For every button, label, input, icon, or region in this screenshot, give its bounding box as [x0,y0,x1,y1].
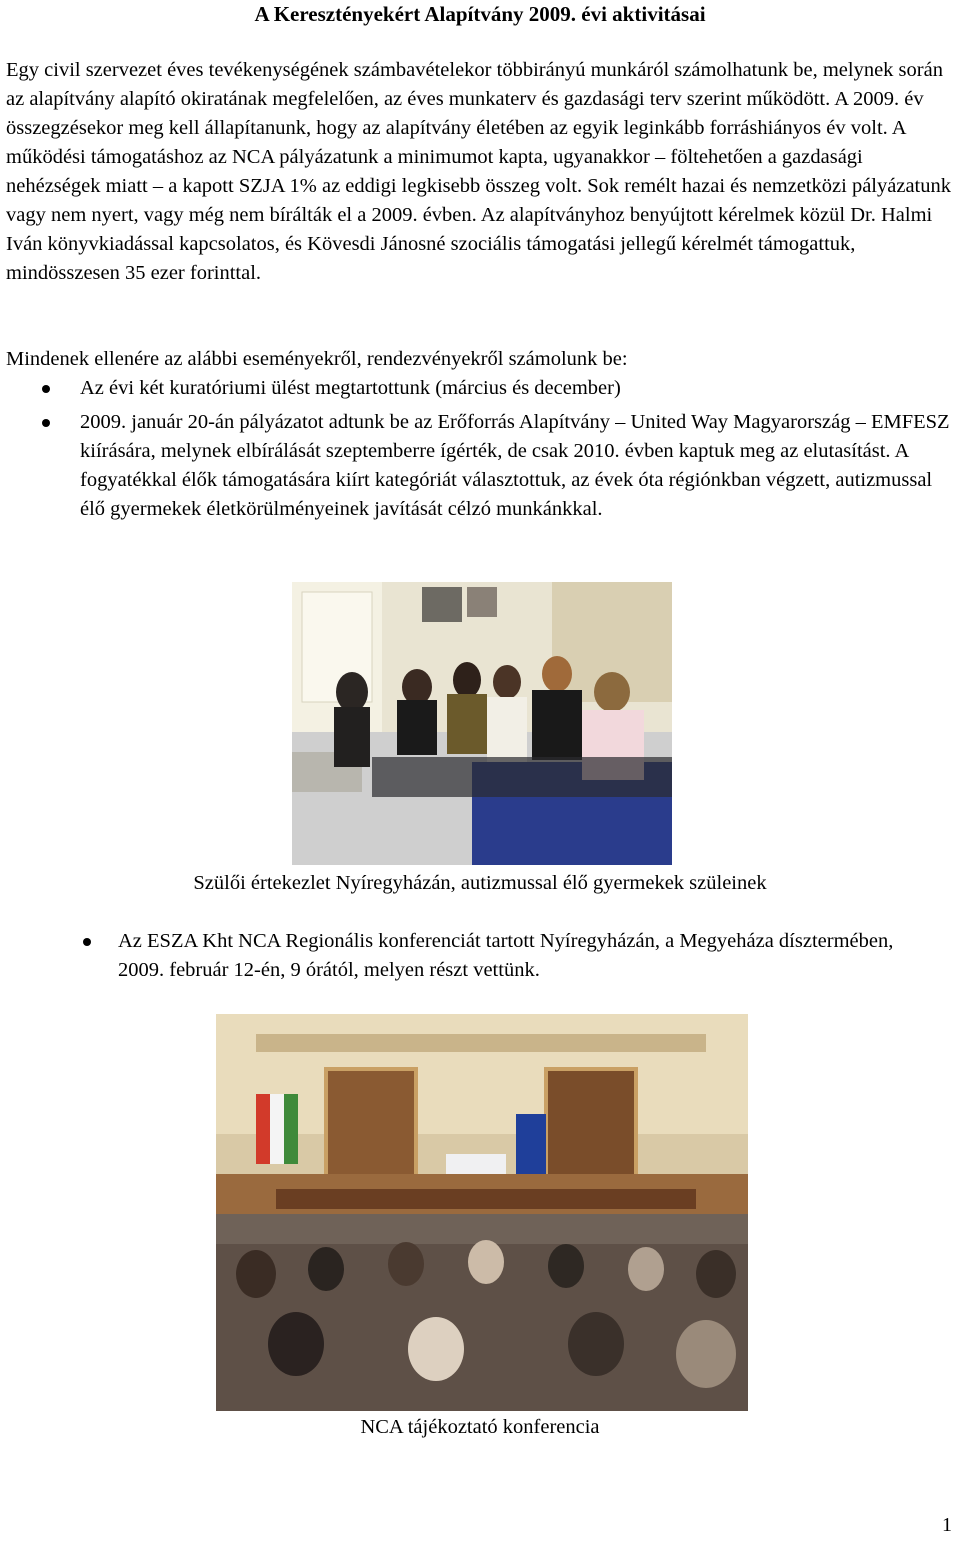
document-title: A Keresztényekért Alapítvány 2009. évi aktivitásai [254,2,706,26]
intro-paragraph: Egy civil szervezet éves tevékenységének számbavételekor többirányú munkáról számolhatunk be, melynek során az alapítvány alapító okiratának megfelelően, az éves munkaterv és gazdasági terv szerint működött. A 2009. év összegzésekor meg kell állapítanunk, hogy az alapítvány életében az egyik leginkább forráshiányos év volt. A működési támogatáshoz az NCA pályázatunk a minimumot kapta, ugyanakkor – föltehetően a gazdasági nehézségek miatt – a kapott SZJA 1% az eddigi legkisebb összeg volt. Sok remélt hazai és nemzetközi pályázatunk vagy nem nyert, vagy még nem bírálták el a 2009. évben. Az alapítványhoz benyújtott kérelmek közül Dr. Halmi Iván könyvkiadással kapcsolatos, és Kövesdi Jánosné szociális támogatási jellegű kérelmét támogattuk, mindösszesen 35 ezer forinttal. [6,59,951,284]
list-item-text: 2009. január 20-án pályázatot adtunk be az Erőforrás Alapítvány – United Way Magyarország – EMFESZ kiírására, melynek elbírálását szeptemberre ígérték, de csak 2010. évben kaptuk meg az elutasítást. A fogyatékkal élők támogatására kiírt kategóriát választottuk, az évek óta régiónkban végzett, autizmussal élő gyermekek életkörülményeinek javítását célzó munkánkkal. [80,411,950,520]
photo1-caption: Szülői értekezlet Nyíregyházán, autizmussal élő gyermekek szüleinek [193,872,767,894]
parent-meeting-photo [292,582,672,865]
list-item-text: Az ESZA Kht NCA Regionális konferenciát tartott Nyíregyházán, a Megyeháza dísztermében, 2009. február 12-én, 9 órától, melyen részt vettünk. [118,930,894,981]
bullet-icon [42,419,50,427]
events-intro: Mindenek ellenére az alábbi eseményekről, rendezvényekről számolunk be: [6,348,628,370]
bullet-icon [83,938,91,946]
bullet-icon [42,385,50,393]
photo2-caption: NCA tájékoztató konferencia [360,1416,600,1438]
conference-photo [216,1014,748,1411]
page-number: 1 [942,1514,952,1536]
list-item-text: Az évi két kuratóriumi ülést megtartottunk (március és december) [80,377,621,399]
